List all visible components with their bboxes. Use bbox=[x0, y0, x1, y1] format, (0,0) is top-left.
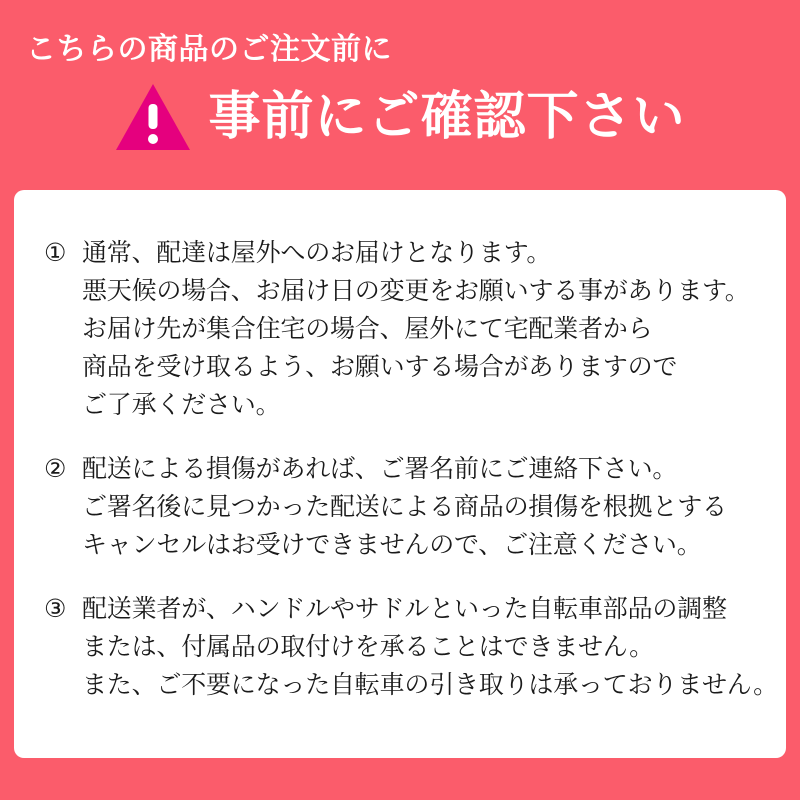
notice-line: また、ご不要になった自転車の引き取りは承っておりません。 bbox=[82, 671, 778, 699]
notice-item-marker: ③ bbox=[44, 595, 67, 623]
notice-item bbox=[44, 590, 778, 704]
notice-line: ご了承ください。 bbox=[82, 391, 281, 419]
notice-card bbox=[14, 190, 786, 758]
notice-line: または、付属品の取付けを承ることはできません。 bbox=[82, 633, 654, 661]
notice-item-marker: ① bbox=[44, 239, 67, 267]
notice-item-lines bbox=[82, 590, 778, 704]
notice-line: 悪天候の場合、お届け日の変更をお願いする事があります。 bbox=[82, 277, 750, 305]
notice-item-marker: ② bbox=[44, 455, 67, 483]
banner-top-label: こちらの商品のご注文前に bbox=[26, 33, 392, 66]
notice-line: 配送業者が、ハンドルやサドルといった自転車部品の調整 bbox=[82, 595, 727, 623]
banner-headline: 事前にご確認下さい bbox=[208, 88, 686, 146]
notice-line: 商品を受け取るよう、お願いする場合がありますので bbox=[82, 353, 678, 381]
notice-line: 配送による損傷があれば、ご署名前にご連絡下さい。 bbox=[82, 455, 678, 483]
notice-item-lines bbox=[82, 234, 756, 424]
notice-item bbox=[44, 450, 756, 564]
warning-triangle-icon bbox=[114, 82, 192, 152]
banner-headline-row bbox=[0, 82, 800, 152]
notice-item bbox=[44, 234, 756, 424]
notice-item-lines bbox=[82, 450, 756, 564]
notice-line: ご署名後に見つかった配送による商品の損傷を根拠とする bbox=[82, 493, 727, 521]
notice-line: お届け先が集合住宅の場合、屋外にて宅配業者から bbox=[82, 315, 653, 343]
notice-line: キャンセルはお受けできませんので、ご注意ください。 bbox=[82, 531, 702, 559]
notice-line: 通常、配達は屋外へのお届けとなります。 bbox=[82, 239, 552, 267]
